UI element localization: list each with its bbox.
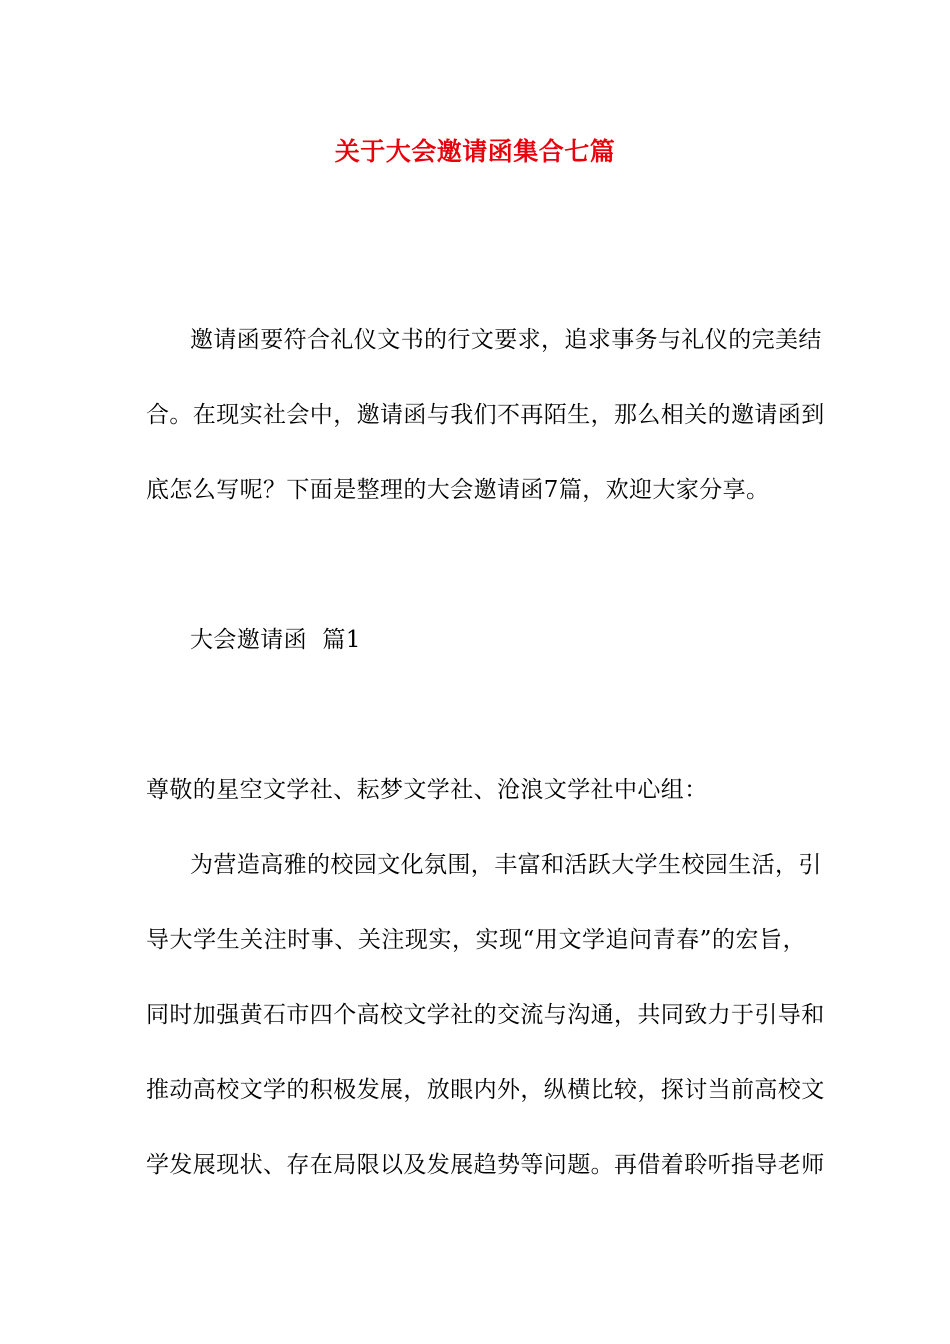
intro-line-1: 邀请函要符合礼仪文书的行文要求，追求事务与礼仪的完美结 [190, 327, 822, 353]
intro-line-2: 合。在现实社会中，邀请函与我们不再陌生，那么相关的邀请函到 [146, 402, 825, 428]
body-line-1: 为营造高雅的校园文化氛围，丰富和活跃大学生校园生活，引 [190, 852, 822, 878]
section-heading: 大会邀请函 篇1 [190, 627, 361, 653]
body-line-5: 学发展现状、存在局限以及发展趋势等问题。再借着聆听指导老师 [146, 1152, 825, 1178]
salutation: 尊敬的星空文学社、耘梦文学社、沧浪文学社中心组： [146, 777, 708, 803]
body-line-3: 同时加强黄石市四个高校文学社的交流与沟通，共同致力于引导和 [146, 1002, 825, 1028]
intro-line-3: 底怎么写呢？下面是整理的大会邀请函7篇，欢迎大家分享。 [146, 477, 770, 503]
body-line-2: 导大学生关注时事、关注现实，实现“用文学追问青春”的宏旨， [146, 927, 806, 953]
body-line-4: 推动高校文学的积极发展，放眼内外，纵横比较，探讨当前高校文 [146, 1077, 825, 1103]
document-title: 关于大会邀请函集合七篇 [334, 137, 616, 166]
